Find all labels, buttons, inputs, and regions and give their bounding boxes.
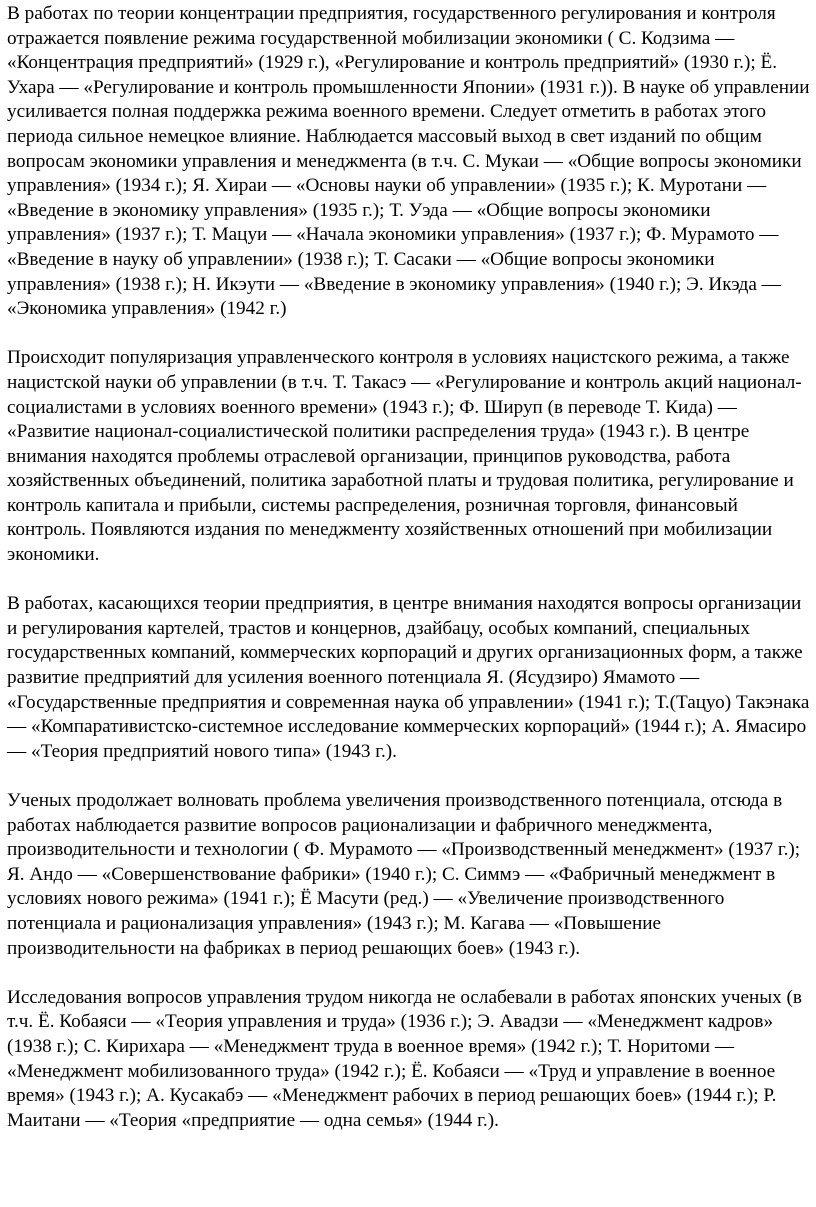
paragraph-management-control: Происходит популяризация управленческого контроля в условиях нацистского режима, а также нацистской науки об управлении (в т.ч. Т. Такасэ — «Регулирование и контроль акций национал-социалистами в условиях военного времени» (1943 г.); Ф. Шируп (в переводе Т. Кида) — «Развитие национал-социалистической политики распределения труда» (1943 г.). В центре внимания находятся проблемы отраслевой организации, принципов руководства, работа хозяйственных объединений, политика заработной платы и трудовая политика, регулирование и контроль капитала и прибыли, системы распределения, розничная торговля, финансовый контроль. Появляются издания по менеджменту хозяйственных отношений при мобилизации экономики. bbox=[7, 347, 802, 566]
paragraph-production-potential: Ученых продолжает волновать проблема увеличения производственного потенциала, отсюда в работах наблюдается развитие вопросов рационализации и фабричного менеджмента, производительности и технологии ( Ф. Мурамото — «Производственный менеджмент» (1937 г.); Я. Андо — «Совершенствование фабрики» (1940 г.); С. Симмэ — «Фабричный менеджмент в условиях нового режима» (1941 г.); Ё Масути (ред.) — «Увеличение производственного потенциала и рационализация управления» (1943 г.); М. Кагава — «Повышение производительности на фабриках в период решающих боев» (1943 г.). bbox=[7, 790, 801, 959]
paragraph-enterprise-theory: В работах, касающихся теории предприятия, в центре внимания находятся вопросы организации и регулирования картелей, трастов и концернов, дзайбацу, особых компаний, специальных государственных компаний, коммерческих корпораций и других организационных форм, а также развитие предприятий для усиления военного потенциала Я. (Ясудзиро) Ямамото — «Государственные предприятия и современная наука об управлении» (1941 г.); Т.(Тацуо) Такэнака — «Компаративистско-системное исследование коммерческих корпораций» (1944 г.); А. Ямасиро — «Теория предприятий нового типа» (1943 г.). bbox=[7, 593, 810, 762]
paragraph-labor-management: Исследования вопросов управления трудом никогда не ослабевали в работах японских ученых (в т.ч. Ё. Кобаяси — «Теория управления и труда» (1936 г.); Э. Авадзи — «Менеджмент кадров» (1938 г.); С. Кирихара — «Менеджмент труда в военное время» (1942 г.); Т. Норитоми — «Менеджмент мобилизованного труда» (1942 г.); Ё. Кобаяси — «Труд и управление в военное время» (1943 г.); А. Кусакабэ — «Менеджмент рабочих в период решающих боев» (1944 г.); Р. Маитани — «Теория «предприятие — одна семья» (1944 г.). bbox=[7, 986, 802, 1131]
paragraph-concentration-theory: В работах по теории концентрации предприятия, государственного регулирования и контроля отражается появление режима государственной мобилизации экономики ( С. Кодзима — «Концентрация предприятий» (1929 г.), «Регулирование и контроль предприятий» (1930 г.); Ё. Ухара — «Регулирование и контроль промышленности Японии» (1931 г.)). В науке об управлении усиливается полная поддержка режима военного времени. Следует отметить в работах этого периода сильное немецкое влияние. Наблюдается массовый выход в свет изданий по общим вопросам экономики управления и менеджмента (в т.ч. С. Мукаи — «Общие вопросы экономики управления» (1934 г.); Я. Хираи — «Основы науки об управлении» (1935 г.); К. Муротани — «Введение в экономику управления» (1935 г.); Т. Уэда — «Общие вопросы экономики управления» (1937 г.); Т. Мацуи — «Начала экономики управления» (1937 г.); Ф. Мурамото — «Введение в науку об управлении» (1938 г.); Т. Сасаки — «Общие вопросы экономики управления» (1938 г.); Н. Икэути — «Введение в экономику управления» (1940 г.); Э. Икэда — «Экономика управления» (1942 г.) bbox=[7, 3, 810, 320]
